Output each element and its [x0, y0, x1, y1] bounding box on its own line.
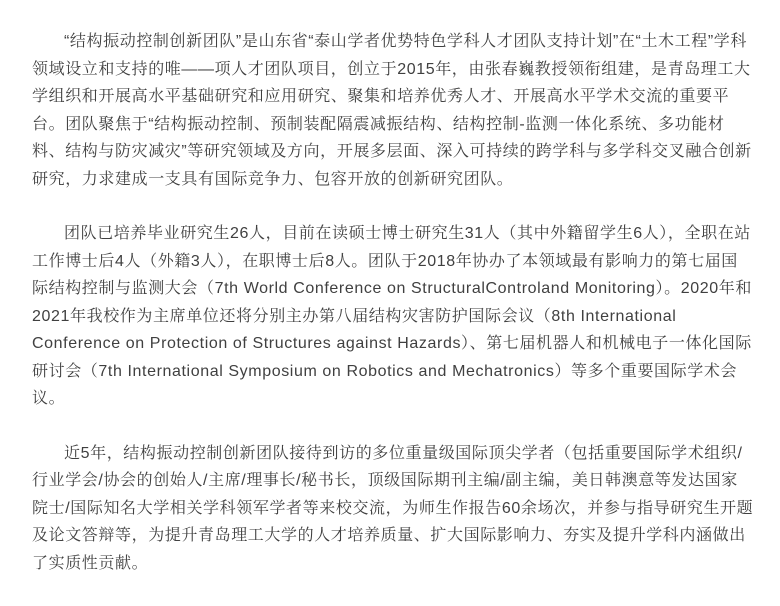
paragraph-team-members-and-conferences: 团队已培养毕业研究生26人，目前在读硕士博士研究生31人（其中外籍留学生6人），全职在站工作博士后4人（外籍3人），在职博士后8人。团队于2018年协办了本领域最有影响力的第七届国际结构控制与监测大会（7th World Conference on StructuralControland Monitoring）。2020年和2021年我校作为主席单位还将分别主办第八届结构灾害防护国际会议（8th International Conference on Protection of Structures against Hazards）、第七届机器人和机械电子一体化国际研讨会（7th International Symposium on Robotics and Mechatronics）等多个重要国际学术会议。 [32, 225, 752, 407]
paragraph-visiting-scholars: 近5年，结构振动控制创新团队接待到访的多位重量级国际顶尖学者（包括重要国际学术组织/行业学会/协会的创始人/主席/理事长/秘书长，顶级国际期刊主编/副主编，美日韩澳意等发达国家院士/国际知名大学相关学科领军学者等来校交流，为师生作报告60余场次，并参与指导研究生开题及论文答辩等，为提升青岛理工大学的人才培养质量、扩大国际影响力、夯实及提升学科内涵做出了实质性贡献。 [32, 444, 754, 572]
paragraph-team-intro: “结构振动控制创新团队”是山东省“泰山学者优势特色学科人才团队支持计划”在“土木工程”学科领域设立和支持的唯——项人才团队项目，创立于2015年，由张春巍教授领衔组建，是青岛理工大学组织和开展高水平基础研究和应用研究、聚集和培养优秀人才、开展高水平学术交流的重要平台。团队聚焦于“结构振动控制、预制装配隔震减振结构、结构控制-监测一体化系统、多功能材料、结构与防灾减灾”等研究领域及方向，开展多层面、深入可持续的跨学科与多学科交叉融合创新研究，力求建成一支具有国际竞争力、包容开放的创新研究团队。 [32, 33, 752, 188]
